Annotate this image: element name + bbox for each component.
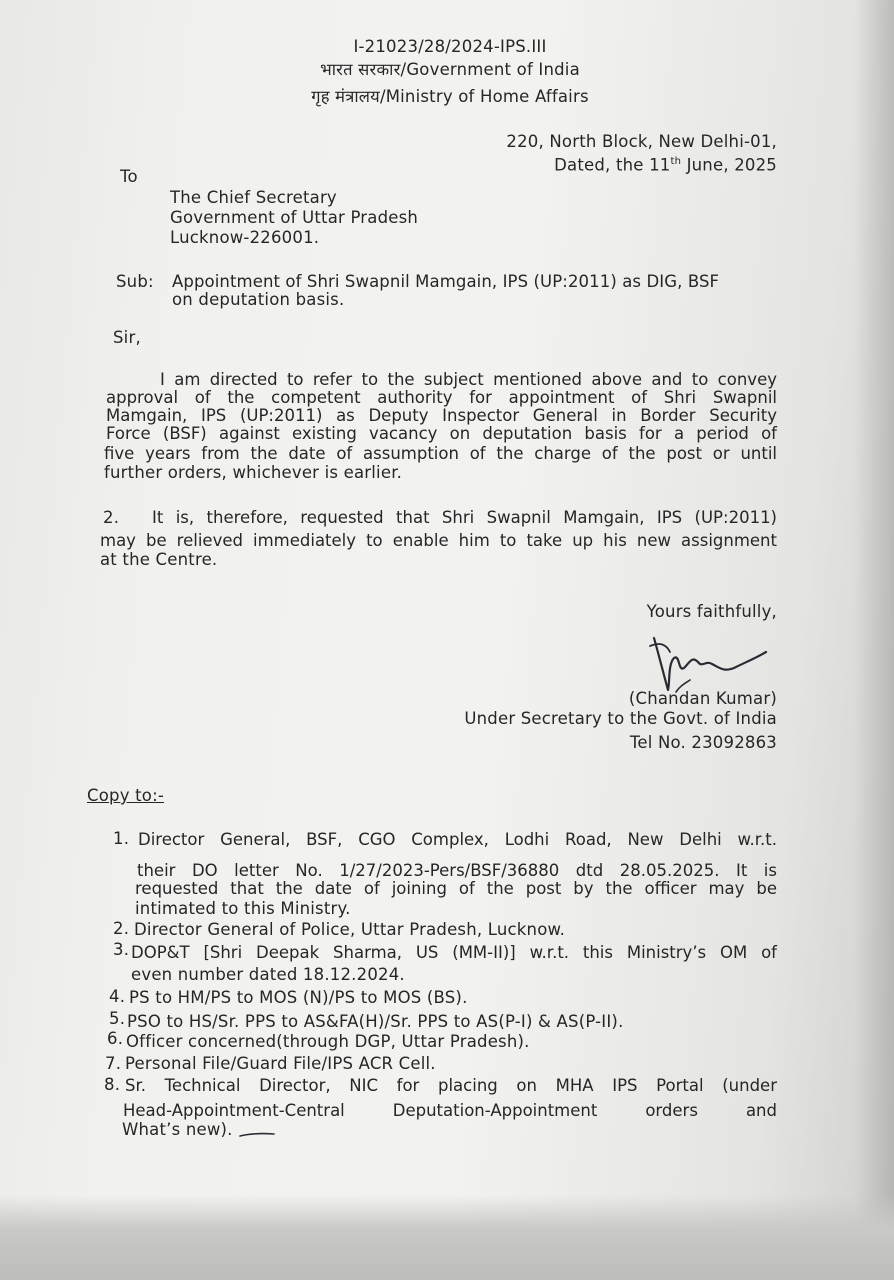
paragraph-line: five years from the date of assumption of the charge of the post or until	[104, 444, 777, 463]
list-item-number: 8.	[104, 1075, 121, 1094]
list-item-number: 4.	[109, 987, 126, 1006]
list-item-line: DOP&T [Shri Deepak Sharma, US (MM-II)] w.r.t. this Ministry’s OM of	[131, 943, 777, 962]
pen-stroke-mark	[238, 1128, 278, 1140]
subject-line-1: Appointment of Shri Swapnil Mamgain, IPS (UP:2011) as DIG, BSF	[172, 272, 720, 291]
paragraph-line: It is, therefore, requested that Shri Swapnil Mamgain, IPS (UP:2011)	[152, 508, 777, 527]
signatory-telephone: Tel No. 23092863	[629, 733, 777, 752]
list-item-line: requested that the date of joining of the post by the officer may be	[135, 879, 777, 898]
list-item-line: even number dated 18.12.2024.	[131, 965, 405, 984]
office-address: 220, North Block, New Delhi-01,	[506, 132, 777, 151]
signatory-designation: Under Secretary to the Govt. of India	[464, 709, 777, 728]
subject-line-2: on deputation basis.	[172, 290, 345, 309]
ministry-line: गृह मंत्रालय/Ministry of Home Affairs	[311, 87, 589, 106]
recipient-government: Government of Uttar Pradesh	[170, 208, 419, 227]
list-item-line: Director General of Police, Uttar Pradesh, Lucknow.	[134, 920, 566, 939]
issue-date: Dated, the 11th June, 2025	[554, 155, 777, 175]
list-item-line: Officer concerned(through DGP, Uttar Pradesh).	[126, 1032, 530, 1051]
page-bottom-shadow	[0, 1195, 894, 1280]
paragraph-line: approval of the competent authority for appointment of Shri Swapnil	[106, 388, 777, 407]
list-item-number: 6.	[107, 1029, 124, 1048]
paragraph-number: 2.	[103, 508, 120, 527]
list-item-number: 2.	[113, 919, 130, 938]
paragraph-line: Force (BSF) against existing vacancy on deputation basis for a period of	[106, 424, 777, 443]
paragraph-line: at the Centre.	[100, 550, 218, 569]
list-item-line: Head-Appointment-Central Deputation-Appointment orders and	[123, 1101, 777, 1120]
list-item-number: 7.	[105, 1054, 122, 1073]
yours-faithfully: Yours faithfully,	[646, 602, 777, 621]
recipient-title: The Chief Secretary	[170, 188, 337, 207]
salutation: Sir,	[113, 328, 141, 347]
list-item-line: Sr. Technical Director, NIC for placing on MHA IPS Portal (under	[125, 1076, 777, 1095]
paragraph-line: I am directed to refer to the subject mentioned above and to convey	[160, 370, 777, 389]
list-item-line: Personal File/Guard File/IPS ACR Cell.	[125, 1054, 436, 1073]
list-item-line: their DO letter No. 1/27/2023-Pers/BSF/36880 dtd 28.05.2025. It is	[137, 861, 777, 880]
recipient-city: Lucknow-226001.	[170, 228, 320, 247]
list-item-line: PS to HM/PS to MOS (N)/PS to MOS (BS).	[129, 988, 468, 1007]
list-item-line: What’s new).	[122, 1120, 233, 1139]
list-item-line: intimated to this Ministry.	[135, 899, 351, 918]
subject-label: Sub:	[116, 272, 154, 291]
to-label: To	[120, 167, 138, 186]
list-item-number: 5.	[109, 1009, 126, 1028]
page-edge-shadow	[854, 0, 894, 1280]
signatory-name: (Chandan Kumar)	[628, 689, 777, 708]
file-number: I-21023/28/2024-IPS.III	[353, 37, 547, 56]
government-line: भारत सरकार/Government of India	[320, 60, 580, 79]
list-item-line: Director General, BSF, CGO Complex, Lodhi Road, New Delhi w.r.t.	[138, 830, 777, 849]
copy-to-heading: Copy to:-	[87, 786, 164, 805]
paragraph-line: may be relieved immediately to enable him to take up his new assignment	[100, 531, 777, 550]
paragraph-line: Mamgain, IPS (UP:2011) as Deputy Inspector General in Border Security	[106, 406, 777, 425]
paragraph-line: further orders, whichever is earlier.	[104, 463, 403, 482]
list-item-number: 1.	[113, 829, 130, 848]
list-item-line: PSO to HS/Sr. PPS to AS&FA(H)/Sr. PPS to AS(P-I) & AS(P-II).	[127, 1012, 624, 1031]
list-item-number: 3.	[113, 940, 130, 959]
